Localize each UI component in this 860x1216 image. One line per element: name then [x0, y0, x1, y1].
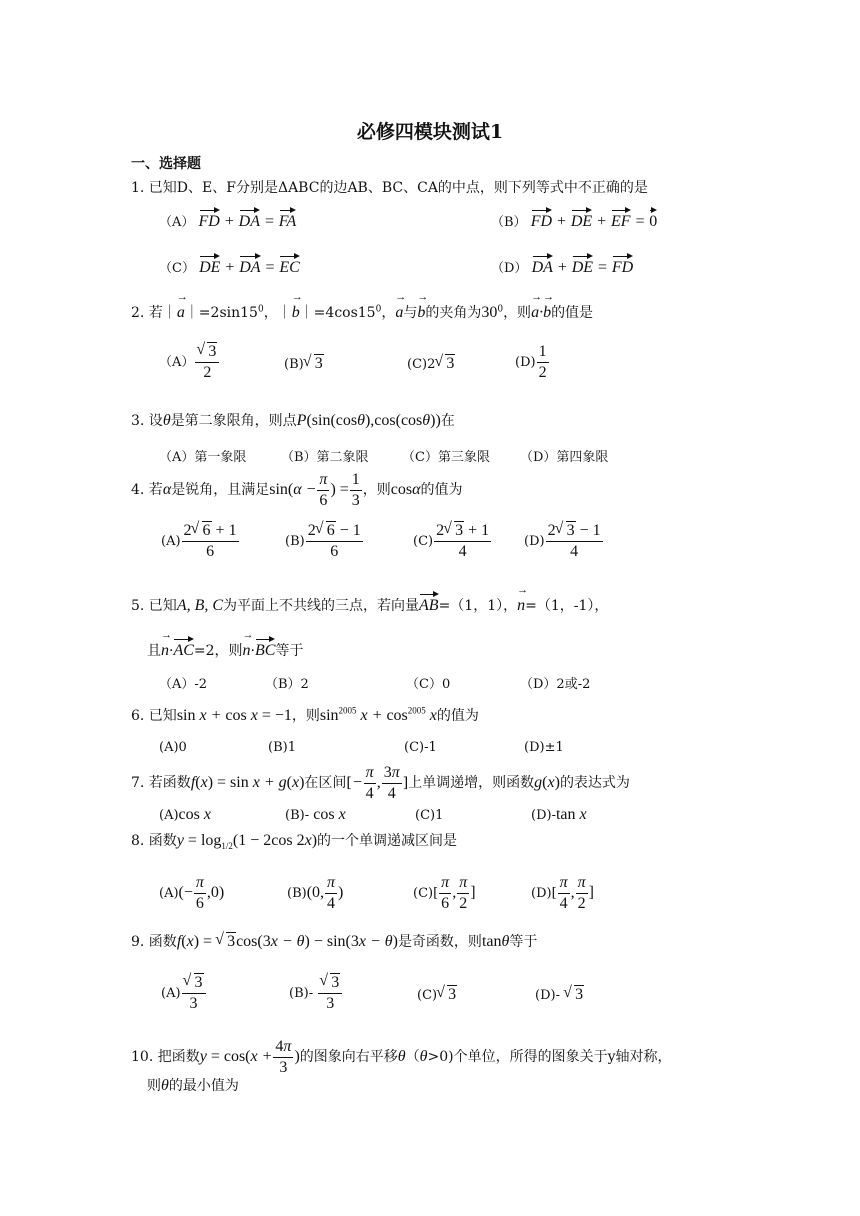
question-3-stem: 3. 设θ是第二象限角，则点P(sin(cosθ),cos(cosθ))在	[131, 412, 455, 429]
q3-option-c: （C）第三象限	[402, 450, 490, 465]
q2-option-d: (D) $\frac{1}{2}$	[515, 343, 547, 381]
q9-option-b: (B)- √ $\frac{3}{3}$	[289, 973, 343, 1014]
question-8-stem: 8. 函数$y = \log_{1/2}(1 - 2\cos$ 2x)的一个单调递减区间是	[131, 832, 458, 852]
q6-option-c: (C)-1	[404, 740, 437, 755]
q1-option-d: （D） DA + DE = FD	[491, 254, 633, 277]
question-9-stem: 9. 函数f(x) = √ 3cos(3x − θ) − sin(3x − θ)是奇函数，则tanθ等于	[131, 931, 537, 951]
question-4-stem: 4. 若α是锐角，且满足sin(α − $\frac{\pi}{6}$ ) = $\frac{1}{3}$ ，则cosα的值为	[131, 471, 463, 509]
q1-option-c: （C） DE + DA = EC	[159, 254, 300, 277]
q7-option-a: (A)cos x	[159, 806, 211, 823]
q8-option-a: (A)(− $\frac{\pi}{6}$ ,0)	[159, 874, 225, 912]
q3-option-d: （D）第四象限	[520, 450, 609, 465]
q8-option-d: (D)[ $\frac{\pi}{4}$ , $\frac{\pi}{2}$ ]	[531, 874, 594, 912]
q7-option-b: (B)- cos x	[285, 806, 346, 823]
question-10-line2: 则θ的最小值为	[147, 1077, 239, 1094]
question-5-line2: 且n →·AC=2，则n →·BC等于	[147, 637, 303, 660]
q9-option-d: (D)- √ 3	[535, 986, 584, 1004]
q2-option-c: (C)2√ 3	[407, 355, 455, 373]
q4-option-c: (C) $\frac{2√ 3 + 1}{4}$	[413, 521, 492, 562]
q6-option-b: (B)1	[268, 740, 296, 755]
q5-option-d: （D）2或-2	[520, 677, 591, 692]
q2-option-b: (B)√ 3	[284, 355, 324, 373]
q4-option-d: (D) $\frac{2√ 3 - 1}{4}$	[524, 521, 604, 562]
page-title: 必修四模块测试1	[356, 121, 504, 143]
q9-option-a: (A) √ $\frac{3}{3}$	[161, 973, 207, 1014]
q8-option-c: (C)[ $\frac{\pi}{6}$ , $\frac{\pi}{2}$ ]	[413, 874, 476, 912]
question-7-stem: 7. 若函数f(x) = sin x + g(x)在区间[− $\frac{\pi}{4}$ , $\frac{3\pi}{4}$ ]上单调递增，则函数g(x)的表达式为	[131, 764, 630, 802]
question-6-stem: 6. 已知sin x + cos x = −1，则$\sin^{2005} x + \cos^{2005} x$的值为	[131, 705, 479, 724]
q7-option-d: (D)-tan x	[531, 806, 587, 823]
question-5-stem: 5. 已知A, B, C为平面上不共线的三点，若向量AB=（1，1），n →=（1，-1），	[131, 592, 608, 615]
q5-option-a: （A）-2	[159, 677, 208, 692]
q8-option-b: (B)(0, $\frac{\pi}{4}$ )	[287, 874, 344, 912]
q3-option-b: （B）第二象限	[281, 450, 369, 465]
q1-option-a: （A） FD + DA = FA	[159, 208, 296, 231]
question-1-stem: 1. 已知D、E、F分别是ΔABC的边AB、BC、CA的中点，则下列等式中不正确的是	[131, 180, 648, 196]
q5-option-c: （C）0	[406, 677, 451, 692]
q7-option-c: (C)1	[415, 808, 444, 823]
question-10-stem: 10. 把函数y = cos(x + $\frac{4\pi}{3}$ )的图象向右平移θ（θ>0)个单位，所得的图象关于y轴对称，	[131, 1038, 672, 1076]
q9-option-c: (C)√ 3	[417, 986, 457, 1004]
q4-option-a: (A) $\frac{2√ 6 + 1}{6}$	[161, 521, 240, 562]
q4-option-b: (B) $\frac{2√ 6 - 1}{6}$	[285, 521, 364, 562]
q2-option-a: （A） √ $\frac{3}{2}$	[159, 342, 220, 383]
question-2-stem: 2. 若｜a $\to|=2\sin 15^0$，｜b $\to|=4\cos 15^0$，a →与b →的夹角为$30^0$，则a →·b →的值是	[131, 300, 593, 322]
q3-option-a: （A）第一象限	[159, 450, 247, 465]
q1-option-b: （B） FD + DE + EF = 0	[491, 208, 657, 231]
q6-option-a: (A)0	[159, 740, 187, 755]
q5-option-b: （B）2	[265, 677, 309, 692]
q6-option-d: (D)±1	[524, 740, 564, 755]
section-heading: 一、选择题	[131, 156, 201, 172]
